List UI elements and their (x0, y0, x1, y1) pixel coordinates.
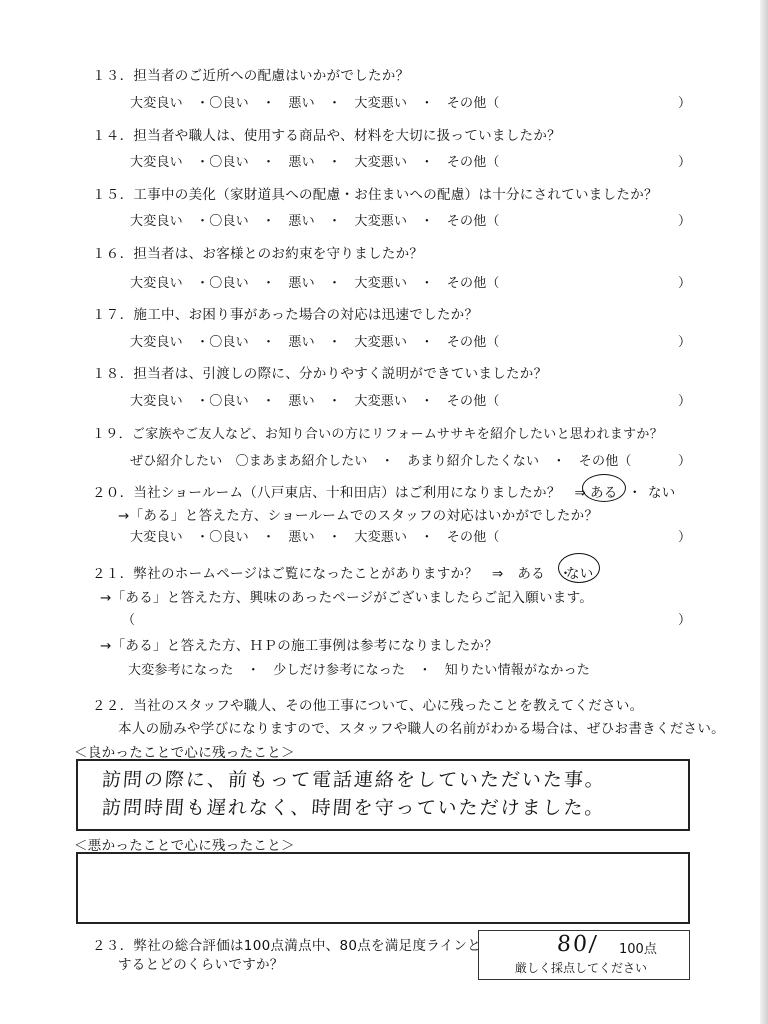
q20-answer-yes: ある (590, 485, 618, 501)
question-14: １４．担当者や職人は、使用する商品や、材料を大切に扱っていましたか？ (92, 128, 561, 144)
bad-comment-box (76, 852, 690, 924)
q20-close: ） (678, 530, 692, 545)
q22-note: 本人の励みや学びになりますので、スタッフや職人の名前がわかる場合は、ぜひお書きください。 (118, 721, 725, 737)
q20-separator: ・ (628, 485, 642, 501)
q17-close: ） (678, 335, 692, 350)
q15-options: 大変良い ・〇良い ・ 悪い ・ 大変悪い ・ その他（ (130, 214, 500, 229)
q18-options: 大変良い ・〇良い ・ 悪い ・ 大変悪い ・ その他（ (130, 394, 500, 409)
q15-close: ） (678, 214, 692, 229)
q18-close: ） (678, 394, 692, 409)
question-13: １３．担当者のご近所への配慮はいかがでしたか？ (92, 68, 410, 84)
question-22: ２２．当社のスタッフや職人、その他工事について、心に残ったことを教えてください。 (92, 698, 644, 714)
good-comment-line-2: 訪問時間も遅れなく、時間を守っていただけました。 (101, 797, 607, 819)
q16-options: 大変良い ・〇良い ・ 悪い ・ 大変悪い ・ その他（ (130, 276, 500, 291)
question-15: １５．工事中の美化（家財道具への配慮・お住まいへの配慮）は十分にされていましたか？ (92, 187, 658, 203)
q21-sub-question-1: →「ある」と答えた方、興味のあったページがございましたらご記入願います。 (100, 590, 594, 606)
q21-no-circle (558, 553, 600, 583)
score-box (478, 930, 690, 980)
q21-answer-no: ない (566, 566, 594, 582)
question-21: ２１．弊社のホームページはご覧になったことがありますか？ ⇒ ある ・ (92, 566, 573, 582)
q14-close: ） (678, 155, 692, 170)
question-20: ２０．当社ショールーム（八戸東店、十和田店）はご利用になりましたか？ ⇒ (92, 485, 587, 501)
good-comment-line-1: 訪問の際に、前もって電話連絡をしていただいた事。 (101, 769, 607, 791)
question-19: １９．ご家族やご友人など、お知り合いの方にリフォームササキを紹介したいと思われますか？ (92, 427, 663, 442)
q20-sub-question: →「ある」と答えた方、ショールームでのスタッフの対応はいかがでしたか？ (118, 508, 599, 524)
score-value: 80/ (556, 932, 600, 957)
q21-open: （ (122, 613, 136, 628)
q20-answer-no: ない (648, 485, 676, 501)
q21-sub-question-2: →「ある」と答えた方、ＨＰの施工事例は参考になりましたか？ (100, 638, 499, 654)
q13-close: ） (678, 96, 692, 111)
question-18: １８．担当者は、引渡しの際に、分かりやすく説明ができていましたか？ (92, 366, 548, 382)
q19-close: ） (678, 454, 692, 469)
q17-options: 大変良い ・〇良い ・ 悪い ・ 大変悪い ・ その他（ (130, 335, 500, 350)
bad-comment-label: ＜悪かったことで心に残ったこと＞ (74, 838, 295, 854)
question-16: １６．担当者は、お客様とのお約束を守りましたか？ (92, 246, 424, 262)
q21-options: 大変参考になった ・ 少しだけ参考になった ・ 知りたい情報がなかった (128, 663, 591, 678)
q21-close: ） (678, 613, 692, 628)
score-max: 100点 (619, 942, 657, 957)
question-17: １７．施工中、お困り事があった場合の対応は迅速でしたか？ (92, 307, 479, 323)
q20-yes-circle (582, 474, 626, 502)
question-23-line-2: するとどのくらいですか？ (118, 957, 284, 973)
score-note: 厳しく採点してください (515, 961, 648, 975)
good-comment-box (76, 759, 690, 831)
scan-edge-shadow (760, 0, 768, 1024)
q16-close: ） (678, 276, 692, 291)
question-23-line-1: ２３．弊社の総合評価は100点満点中、80点を満足度ラインと (92, 938, 482, 954)
q20-options: 大変良い ・〇良い ・ 悪い ・ 大変悪い ・ その他（ (130, 530, 500, 545)
q19-options: ぜひ紹介したい 〇まあまあ紹介したい ・ あまり紹介したくない ・ その他（ (130, 454, 632, 469)
q13-options: 大変良い ・〇良い ・ 悪い ・ 大変悪い ・ その他（ (130, 96, 500, 111)
q14-options: 大変良い ・〇良い ・ 悪い ・ 大変悪い ・ その他（ (130, 155, 500, 170)
good-comment-label: ＜良かったことで心に残ったこと＞ (74, 745, 295, 761)
